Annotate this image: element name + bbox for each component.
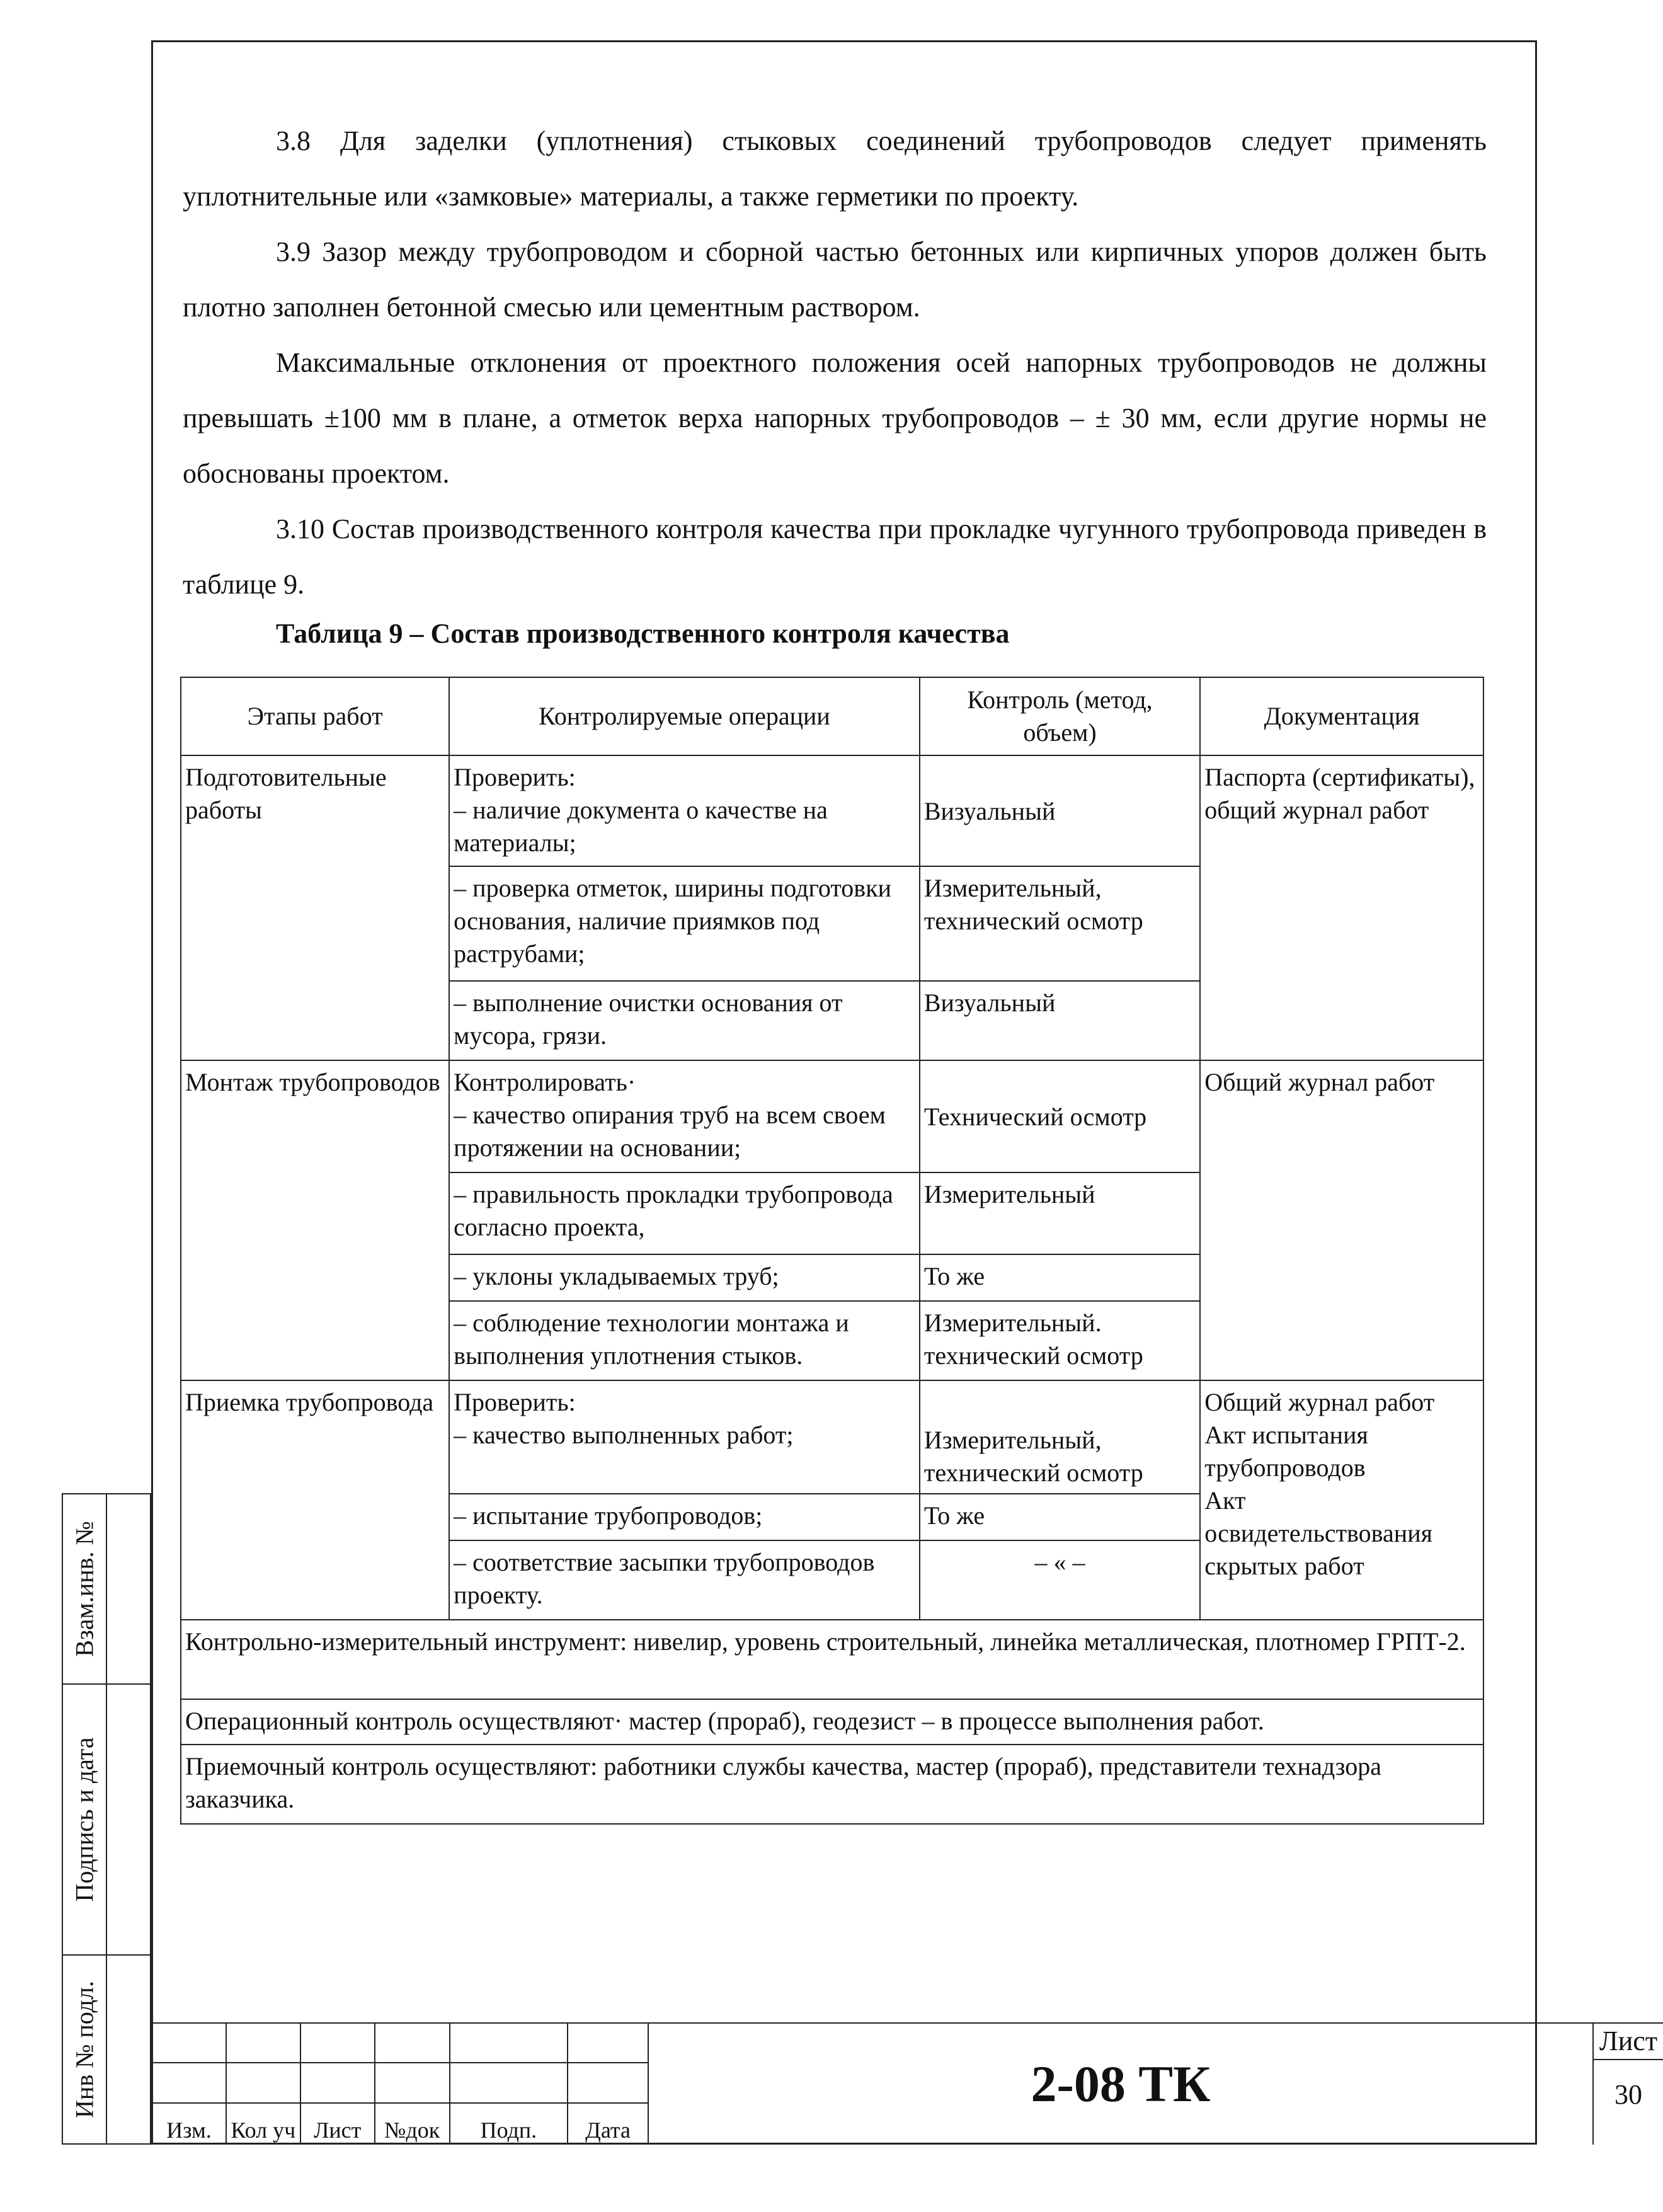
operation-cell: – соблюдение технологии монтажа и выполнения уплотнения стыков. xyxy=(449,1301,920,1380)
title-block xyxy=(151,2022,1658,2145)
revision-grid xyxy=(151,2022,649,2145)
paragraph-3-8: 3.8 Для заделки (уплотнения) стыковых соединений трубопроводов следует применять уплотнительные или «замковые» материалы, а также герметики по проекту. xyxy=(183,125,1487,212)
control-cell: То же xyxy=(920,1254,1200,1301)
col-date: Дата xyxy=(568,2103,648,2144)
sheet-label: Лист xyxy=(1594,2024,1663,2060)
side-stamp-signature-date xyxy=(62,1683,151,1956)
operation-cell: Проверить: – качество выполненных работ; xyxy=(449,1380,920,1494)
col-sheet: Лист xyxy=(300,2103,375,2144)
table-row xyxy=(181,1380,1483,1494)
operation-cell: – уклоны укладываемых труб; xyxy=(449,1254,920,1301)
paragraph-deviations: Максимальные отклонения от проектного положения осей напорных трубопроводов не должны превышать ±100 мм в плане, а отметок верха напорных трубопроводов – ± 30 мм, если другие нормы не обоснованы проектом. xyxy=(183,347,1487,489)
table-row xyxy=(181,1060,1483,1172)
control-cell: Технический осмотр xyxy=(920,1060,1200,1172)
operation-cell: Контролировать· – качество опирания труб на всем своем протяжении на основании; xyxy=(449,1060,920,1172)
operation-cell: Проверить: – наличие документа о качестве на материалы; xyxy=(449,755,920,866)
acceptance-control-cell: Приемочный контроль осуществляют: работники службы качества, мастер (прораб), представители технадзора заказчика. xyxy=(181,1745,1483,1824)
operational-control-cell: Операционный контроль осуществляют· мастер (прораб), геодезист – в процессе выполнения работ. xyxy=(181,1699,1483,1745)
operation-cell: – правильность прокладки трубопровода согласно проекта, xyxy=(449,1172,920,1254)
control-cell: Визуальный xyxy=(920,755,1200,866)
control-cell: Измерительный, технический осмотр xyxy=(920,1380,1200,1494)
operation-cell: – проверка отметок, ширины подготовки основания, наличие приямков под раструбами; xyxy=(449,866,920,981)
control-cell: Измерительный, технический осмотр xyxy=(920,866,1200,981)
header-stage: Этапы работ xyxy=(181,677,449,755)
sheet-box xyxy=(1592,2022,1663,2145)
stage-cell: Монтаж трубопроводов xyxy=(181,1060,449,1380)
control-cell: – « – xyxy=(920,1540,1200,1620)
table-footer-row xyxy=(181,1745,1483,1824)
col-count: Кол уч xyxy=(226,2103,300,2144)
side-label-signature-date: Подпись и дата xyxy=(70,1737,99,1902)
header-documentation: Документация xyxy=(1200,677,1483,755)
operation-cell: – испытание трубопроводов; xyxy=(449,1494,920,1540)
control-cell: Измерительный. технический осмотр xyxy=(920,1301,1200,1380)
control-cell: Измерительный xyxy=(920,1172,1200,1254)
control-cell: Визуальный xyxy=(920,981,1200,1060)
control-cell: То же xyxy=(920,1494,1200,1540)
sheet-number: 30 xyxy=(1614,2079,1642,2110)
side-label-replaced-inv: Взам.инв. № xyxy=(70,1521,99,1657)
side-label-original-inv: Инв № подл. xyxy=(70,1981,99,2118)
document-code: 2-08 ТК xyxy=(649,2022,1592,2145)
documentation-cell: Паспорта (сертификаты), общий журнал работ xyxy=(1200,755,1483,1060)
table-header-row xyxy=(181,677,1483,755)
documentation-cell: Общий журнал работ Акт испытания трубопроводов Акт освидетельствования скрытых работ xyxy=(1200,1380,1483,1620)
header-operations: Контролируемые операции xyxy=(449,677,920,755)
col-signature: Подп. xyxy=(450,2103,568,2144)
table-footer-row xyxy=(181,1699,1483,1745)
header-control-text: Контроль (метод, объем) xyxy=(967,685,1153,747)
operation-cell: – выполнение очистки основания от мусора, грязи. xyxy=(449,981,920,1060)
quality-control-table xyxy=(180,677,1484,1825)
table-footer-row xyxy=(181,1620,1483,1699)
operation-cell: – соответствие засыпки трубопроводов проекту. xyxy=(449,1540,920,1620)
side-stamp-replaced-inv xyxy=(62,1493,151,1685)
header-control xyxy=(920,677,1200,755)
stage-cell: Подготовительные работы xyxy=(181,755,449,1060)
instruments-cell: Контрольно-измерительный инструмент: нивелир, уровень строительный, линейка металлическая, плотномер ГРПТ-2. xyxy=(181,1620,1483,1699)
col-change: Изм. xyxy=(152,2103,226,2144)
body-text xyxy=(183,113,1487,612)
table-title: Таблица 9 – Состав производственного контроля качества xyxy=(276,618,1010,649)
documentation-cell: Общий журнал работ xyxy=(1200,1060,1483,1380)
side-stamp-original-inv xyxy=(62,1954,151,2145)
paragraph-3-10: 3.10 Состав производственного контроля качества при прокладке чугунного трубопровода приведен в таблице 9. xyxy=(183,513,1487,600)
col-doc-number: №док xyxy=(375,2103,450,2144)
stage-cell: Приемка трубопровода xyxy=(181,1380,449,1620)
paragraph-3-9: 3.9 Зазор между трубопроводом и сборной частью бетонных или кирпичных упоров должен быть плотно заполнен бетонной смесью или цементным раствором. xyxy=(183,236,1487,323)
table-row xyxy=(181,755,1483,866)
